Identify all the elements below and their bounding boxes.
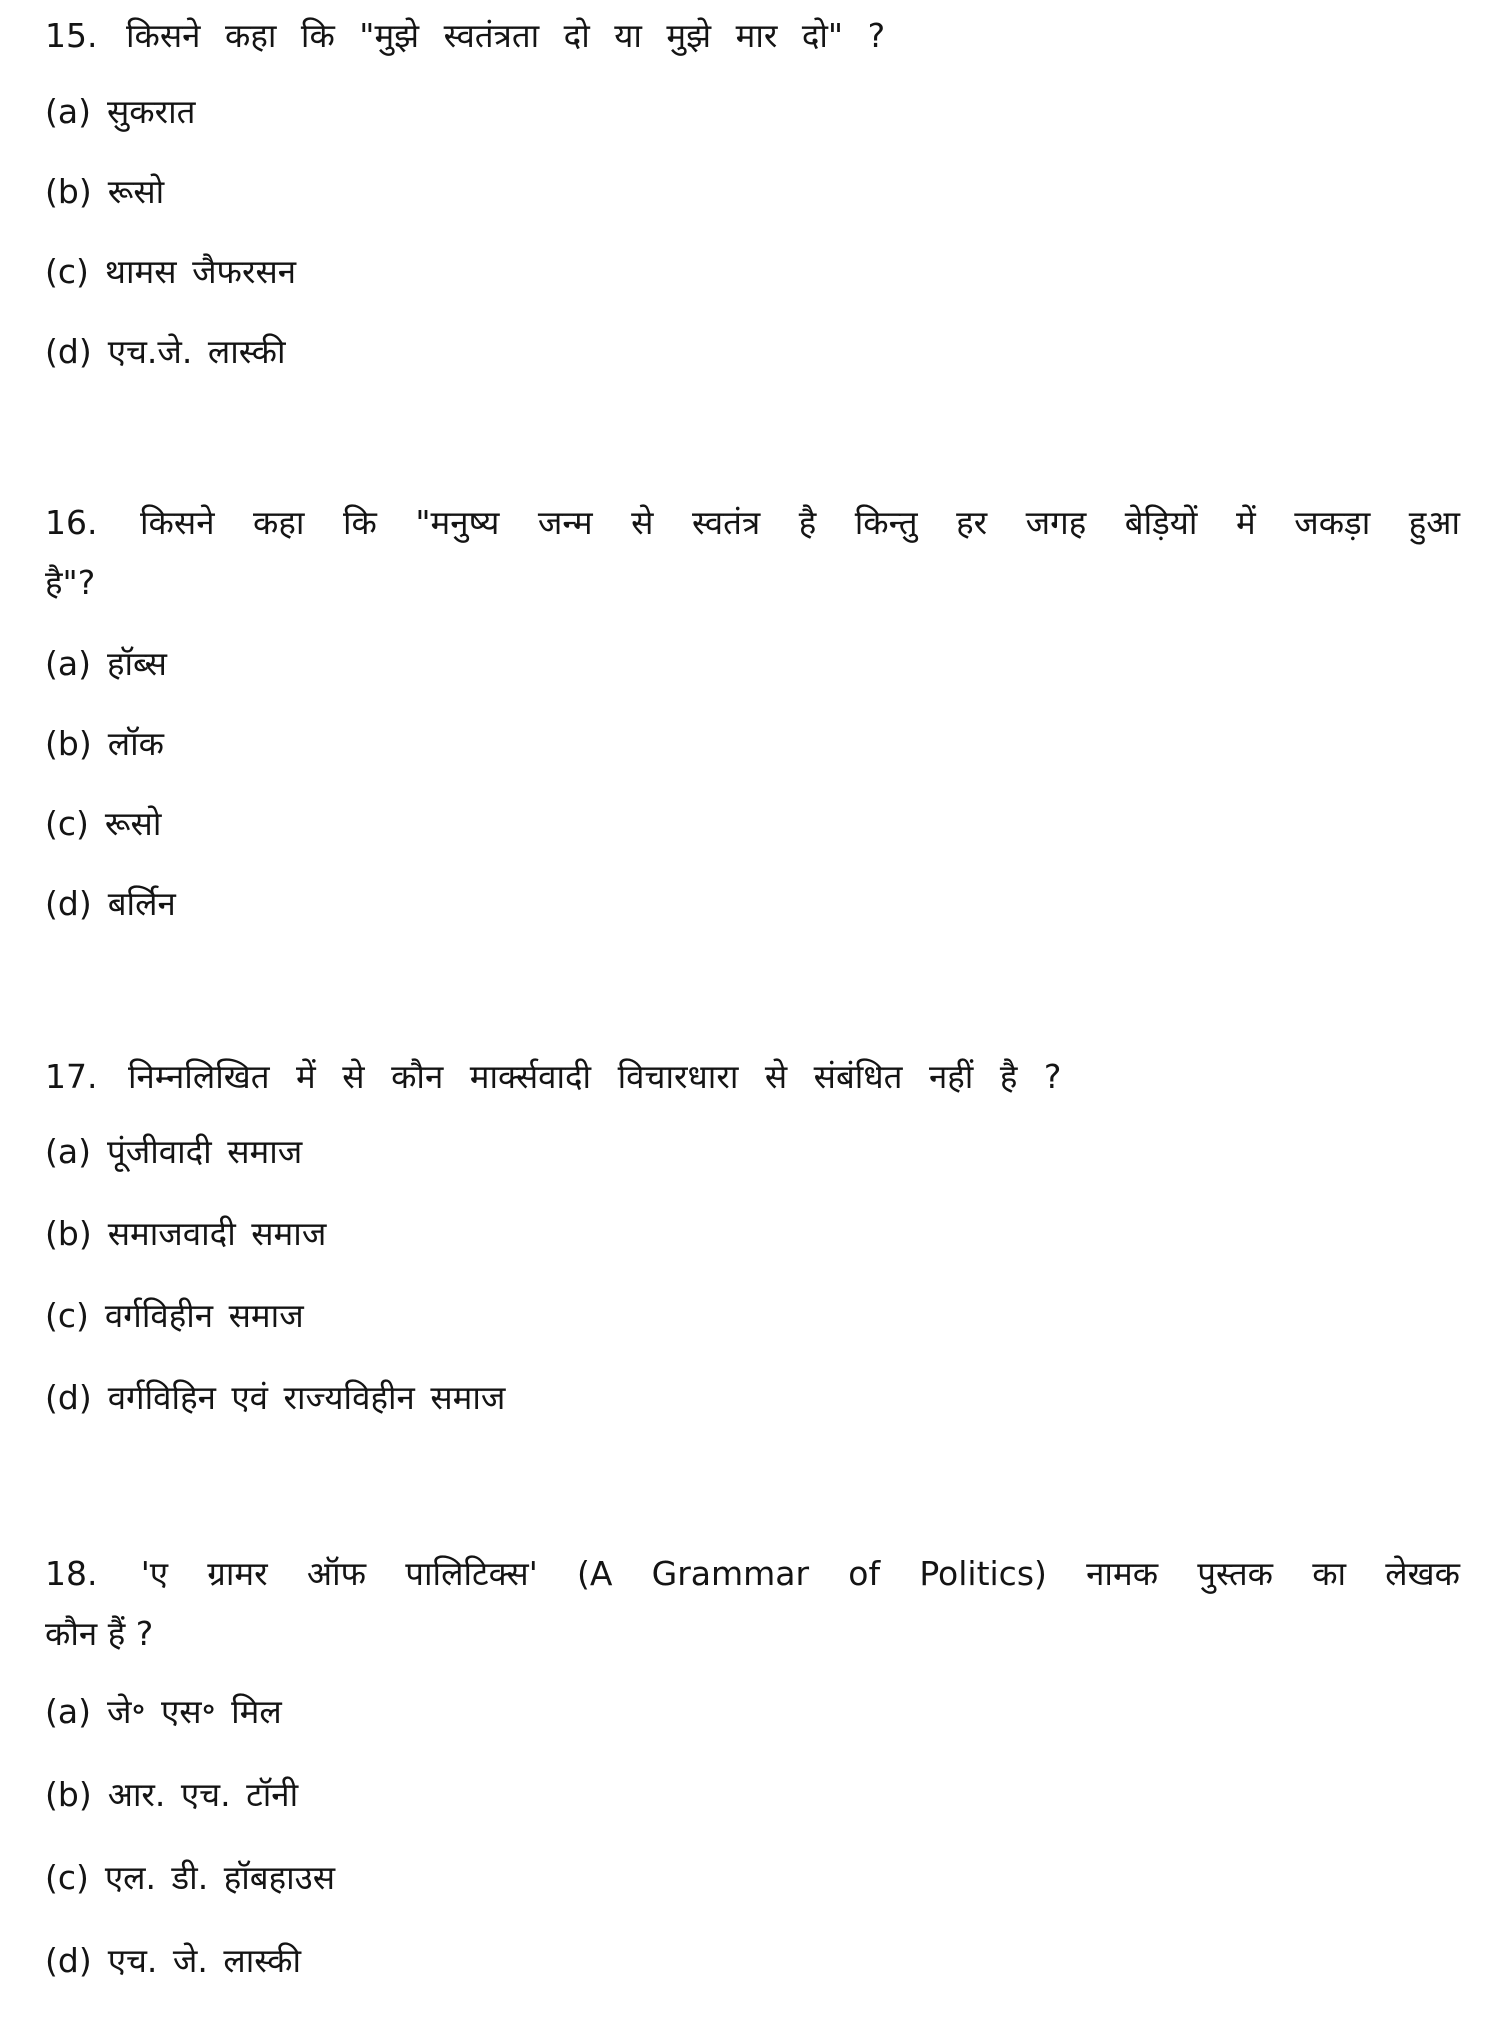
question-15 — [45, 6, 1460, 376]
option-text: वर्गविहीन समाज — [104, 1296, 304, 1335]
option-label: (b) — [45, 1214, 92, 1253]
option-label: (d) — [45, 884, 92, 923]
question-18 — [45, 1544, 1460, 1985]
option-text: बर्लिन — [107, 884, 176, 923]
option-row — [45, 800, 1460, 848]
option-row — [45, 1374, 1460, 1422]
question-17-options — [45, 1128, 1460, 1422]
option-text: एच.जे. लास्की — [107, 332, 286, 371]
option-row — [45, 1292, 1460, 1340]
option-row — [45, 1210, 1460, 1258]
option-label: (a) — [45, 1132, 91, 1171]
option-row — [45, 1854, 1460, 1902]
option-label: (a) — [45, 1692, 91, 1731]
question-16-text-line-1 — [45, 493, 1460, 553]
option-row — [45, 248, 1460, 296]
question-18-text-line-2: कौन हैं ? — [45, 1614, 154, 1653]
question-number: 16. — [45, 503, 98, 542]
question-16-text-line-2: है"? — [45, 563, 96, 602]
option-text: रूसो — [104, 804, 162, 843]
option-row — [45, 1128, 1460, 1176]
question-15-options — [45, 88, 1460, 376]
option-label: (a) — [45, 92, 91, 131]
question-number: 15. — [45, 16, 98, 55]
option-text: एच. जे. लास्की — [107, 1941, 302, 1980]
option-label: (a) — [45, 644, 91, 683]
question-18-text-line-1 — [45, 1544, 1460, 1604]
option-text: रूसो — [107, 172, 165, 211]
option-label: (b) — [45, 1775, 92, 1814]
option-label: (d) — [45, 332, 92, 371]
option-text: जे॰ एस॰ मिल — [106, 1692, 282, 1731]
option-label: (b) — [45, 724, 92, 763]
option-text: एल. डी. हॉबहाउस — [104, 1858, 336, 1897]
option-label: (d) — [45, 1378, 92, 1417]
question-18-options — [45, 1688, 1460, 1985]
option-text: समाजवादी समाज — [107, 1214, 327, 1253]
option-text: थामस जैफरसन — [104, 252, 297, 291]
option-row — [45, 880, 1460, 928]
question-17-text-line — [45, 1047, 1460, 1107]
question-number: 18. — [45, 1554, 98, 1593]
option-label: (d) — [45, 1941, 92, 1980]
question-17 — [45, 1047, 1460, 1422]
option-label: (b) — [45, 172, 92, 211]
option-text: वर्गविहिन एवं राज्यविहीन समाज — [107, 1378, 506, 1417]
question-16-options — [45, 640, 1460, 928]
question-number: 17. — [45, 1057, 98, 1096]
option-text: सुकरात — [106, 92, 196, 131]
question-text: 'ए ग्रामर ऑफ पालिटिक्स' (A Grammar of Politics) नामक पुस्तक का लेखक — [140, 1554, 1460, 1593]
option-row — [45, 1937, 1460, 1985]
question-16 — [45, 493, 1460, 928]
option-label: (c) — [45, 1858, 89, 1897]
question-text: किसने कहा कि "मनुष्य जन्म से स्वतंत्र है किन्तु हर जगह बेड़ियों में जकड़ा हुआ — [140, 503, 1460, 542]
option-row — [45, 168, 1460, 216]
option-row — [45, 1688, 1460, 1736]
option-row — [45, 640, 1460, 688]
option-text: पूंजीवादी समाज — [106, 1132, 303, 1171]
question-text: निम्नलिखित में से कौन मार्क्सवादी विचारधारा से संबंधित नहीं है ? — [127, 1057, 1062, 1096]
option-row — [45, 328, 1460, 376]
option-label: (c) — [45, 252, 89, 291]
question-15-text-line — [45, 6, 1460, 66]
option-row — [45, 88, 1460, 136]
option-label: (c) — [45, 804, 89, 843]
option-text: लॉक — [107, 724, 164, 763]
option-row — [45, 1771, 1460, 1819]
option-text: आर. एच. टॉनी — [107, 1775, 299, 1814]
option-row — [45, 720, 1460, 768]
option-text: हॉब्स — [106, 644, 167, 683]
option-label: (c) — [45, 1296, 89, 1335]
question-text: किसने कहा कि "मुझे स्वतंत्रता दो या मुझे मार दो" ? — [125, 16, 886, 55]
